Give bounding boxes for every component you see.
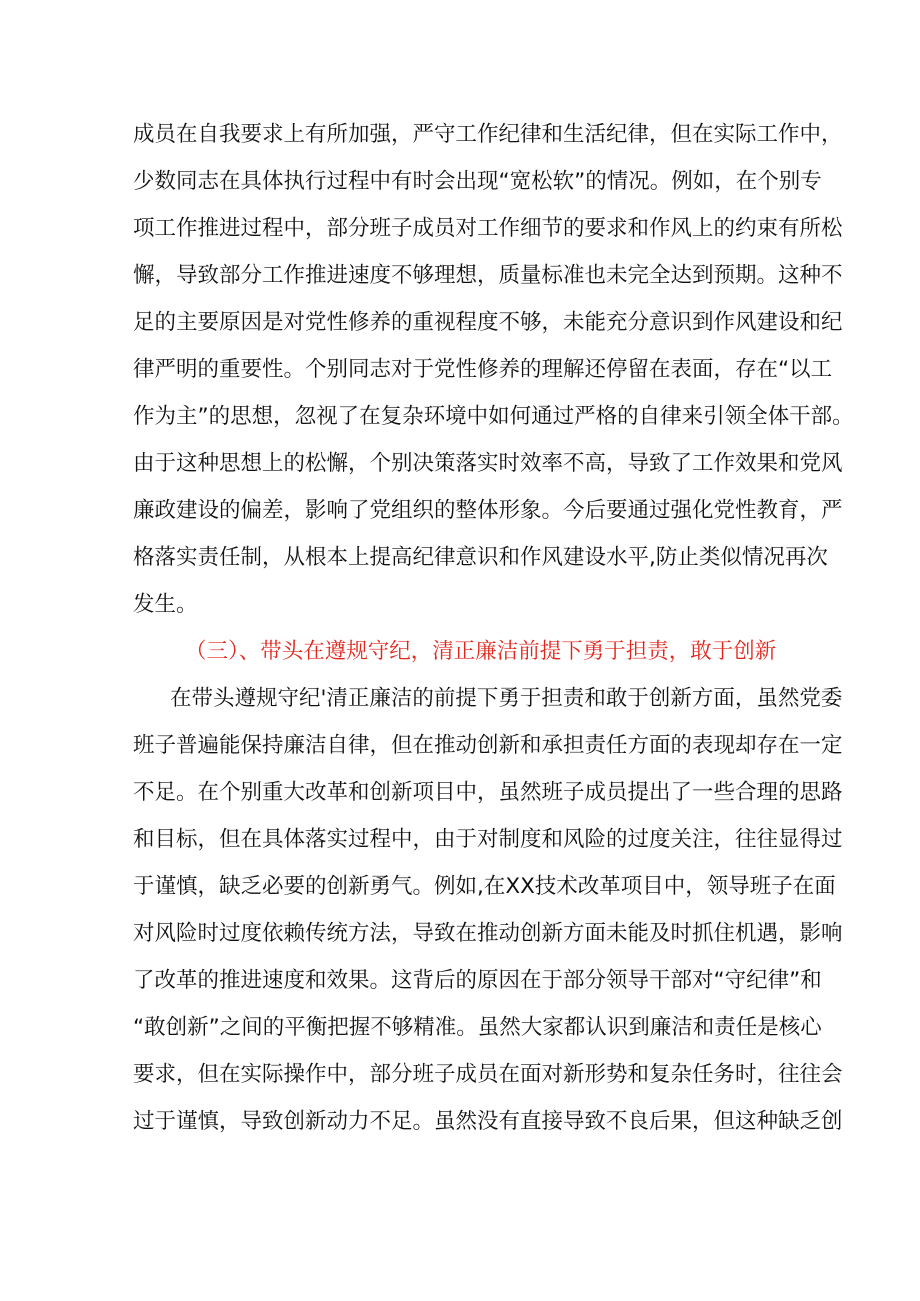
paragraph-line: 不足。在个别重大改革和创新项目中，虽然班子成员提出了一些合理的思路 (133, 780, 843, 805)
paragraph-line: 足的主要原因是对党性修养的重视程度不够，未能充分意识到作风建设和纪 (133, 310, 843, 335)
paragraph-line: 律严明的重要性。个别同志对于党性修养的理解还停留在表面，存在“以工 (133, 357, 833, 382)
paragraph-line: “敢创新”之间的平衡把握不够精准。虽然大家都认识到廉洁和责任是核心 (133, 1015, 822, 1040)
paragraph-line: 对风险时过度依赖传统方法，导致在推动创新方面未能及时抓住机遇，影响 (133, 921, 843, 946)
paragraph-line: 懈，导致部分工作推进速度不够理想，质量标准也未完全达到预期。这种不 (133, 263, 843, 288)
paragraph-line: 在带头遵规守纪'清正廉洁的前提下勇于担责和敢于创新方面，虽然党委 (170, 686, 843, 711)
paragraph-line: 格落实责任制，从根本上提高纪律意识和作风建设水平,防止类似情况再次 (133, 545, 828, 570)
paragraph-line: 过于谨慎，导致创新动力不足。虽然没有直接导致不良后果，但这种缺乏创 (133, 1109, 843, 1134)
paragraph-line: 班子普遍能保持廉洁自律，但在推动创新和承担责任方面的表现却存在一定 (133, 733, 843, 758)
paragraph-line: 廉政建设的偏差，影响了党组织的整体形象。今后要通过强化党性教育，严 (133, 498, 843, 523)
paragraph-line: 项工作推进过程中，部分班子成员对工作细节的要求和作风上的约束有所松 (133, 216, 843, 241)
paragraph-line: 成员在自我要求上有所加强，严守工作纪律和生活纪律，但在实际工作中， (133, 122, 843, 147)
paragraph-line: 少数同志在具体执行过程中有时会出现“宽松软”的情况。例如，在个别专 (133, 169, 822, 194)
paragraph-line: 要求，但在实际操作中，部分班子成员在面对新形势和复杂任务时，往往会 (133, 1062, 843, 1087)
paragraph-line: 由于这种思想上的松懈，个别决策落实时效率不高，导致了工作效果和党风 (133, 451, 843, 476)
paragraph-line: 和目标，但在具体落实过程中，由于对制度和风险的过度关注，往往显得过 (133, 827, 843, 852)
paragraph-line: 于谨慎，缺乏必要的创新勇气。例如,在XX技术改革项目中，领导班子在面 (133, 874, 836, 899)
paragraph-line: 发生。 (133, 592, 198, 617)
paragraph-line: 了改革的推进速度和效果。这背后的原因在于部分领导干部对“守纪律”和 (133, 968, 822, 993)
paragraph-line: 作为主”的思想，忽视了在复杂环境中如何通过严格的自律来引领全体干部。 (133, 404, 854, 429)
section-heading: （三）、带头在遵规守纪，清正廉洁前提下勇于担责，敢于创新 (185, 639, 777, 664)
